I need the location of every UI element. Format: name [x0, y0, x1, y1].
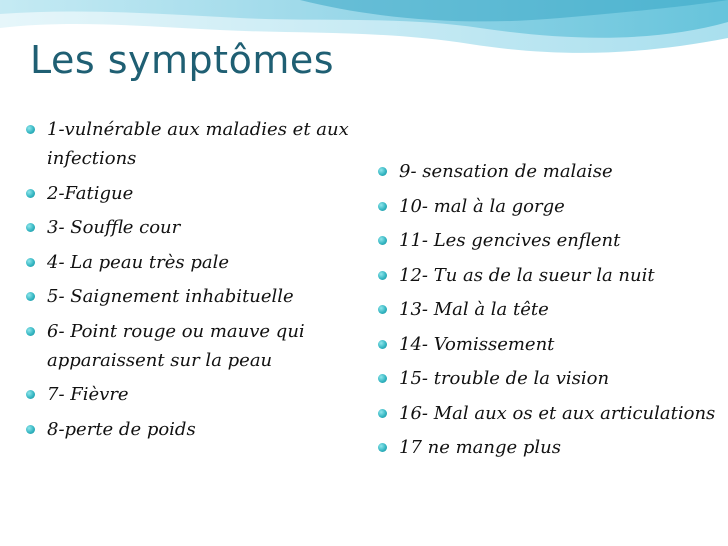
- list-item: [372, 330, 722, 359]
- list-item-text: 7- Fièvre: [47, 384, 129, 405]
- list-item: [372, 261, 722, 290]
- bullet-icon: [378, 340, 387, 349]
- list-item-text: 5- Saignement inhabituelle: [47, 286, 294, 307]
- list-item-text: 2-Fatigue: [47, 182, 134, 204]
- bullet-icon: [378, 443, 387, 452]
- list-item-text: 11- Les gencives enflent: [399, 230, 621, 251]
- bullet-icon: [26, 189, 35, 198]
- list-item: [20, 317, 350, 375]
- list-item-text: 13- Mal à la tête: [399, 299, 549, 320]
- bullet-icon: [26, 292, 35, 301]
- list-item: [372, 433, 722, 462]
- list-item-text: 12- Tu as de la sueur la nuit: [399, 264, 655, 286]
- list-item: [372, 157, 722, 186]
- list-item-text: 6- Point rouge ou mauve qui apparaissent sur la peau: [47, 320, 305, 371]
- bullet-icon: [378, 167, 387, 176]
- list-item: [372, 226, 722, 255]
- list-item-text: 8-perte de poids: [47, 418, 196, 440]
- bullet-icon: [26, 258, 35, 267]
- bullet-icon: [26, 223, 35, 232]
- list-item-text: 9- sensation de malaise: [399, 161, 613, 182]
- symptom-list-right: [372, 157, 722, 468]
- list-item: [20, 179, 350, 208]
- list-item-text: 16- Mal aux os et aux articulations: [399, 402, 716, 424]
- list-item: [20, 115, 350, 173]
- symptom-list-left: [20, 115, 350, 449]
- list-item: [20, 380, 350, 409]
- bullet-icon: [378, 374, 387, 383]
- bullet-icon: [378, 202, 387, 211]
- bullet-icon: [26, 125, 35, 134]
- list-item: [372, 364, 722, 393]
- page-title: Les symptômes: [30, 38, 335, 82]
- list-item: [372, 192, 722, 221]
- list-item: [372, 295, 722, 324]
- list-item-text: 17 ne mange plus: [399, 437, 561, 458]
- list-item-text: 1-vulnérable aux maladies et aux infections: [47, 119, 349, 169]
- list-item-text: 14- Vomissement: [399, 333, 555, 355]
- bullet-icon: [378, 236, 387, 245]
- list-item: [372, 399, 722, 428]
- list-item: [20, 248, 350, 277]
- list-item-text: 3- Souffle cour: [47, 217, 181, 238]
- bullet-icon: [26, 327, 35, 336]
- list-item-text: 15- trouble de la vision: [399, 368, 610, 389]
- list-item-text: 4- La peau très pale: [47, 251, 229, 273]
- bullet-icon: [26, 425, 35, 434]
- list-item-text: 10- mal à la gorge: [399, 195, 565, 217]
- bullet-icon: [26, 390, 35, 399]
- bullet-icon: [378, 409, 387, 418]
- list-item: [20, 282, 350, 311]
- bullet-icon: [378, 305, 387, 314]
- list-item: [20, 213, 350, 242]
- bullet-icon: [378, 271, 387, 280]
- list-item: [20, 415, 350, 444]
